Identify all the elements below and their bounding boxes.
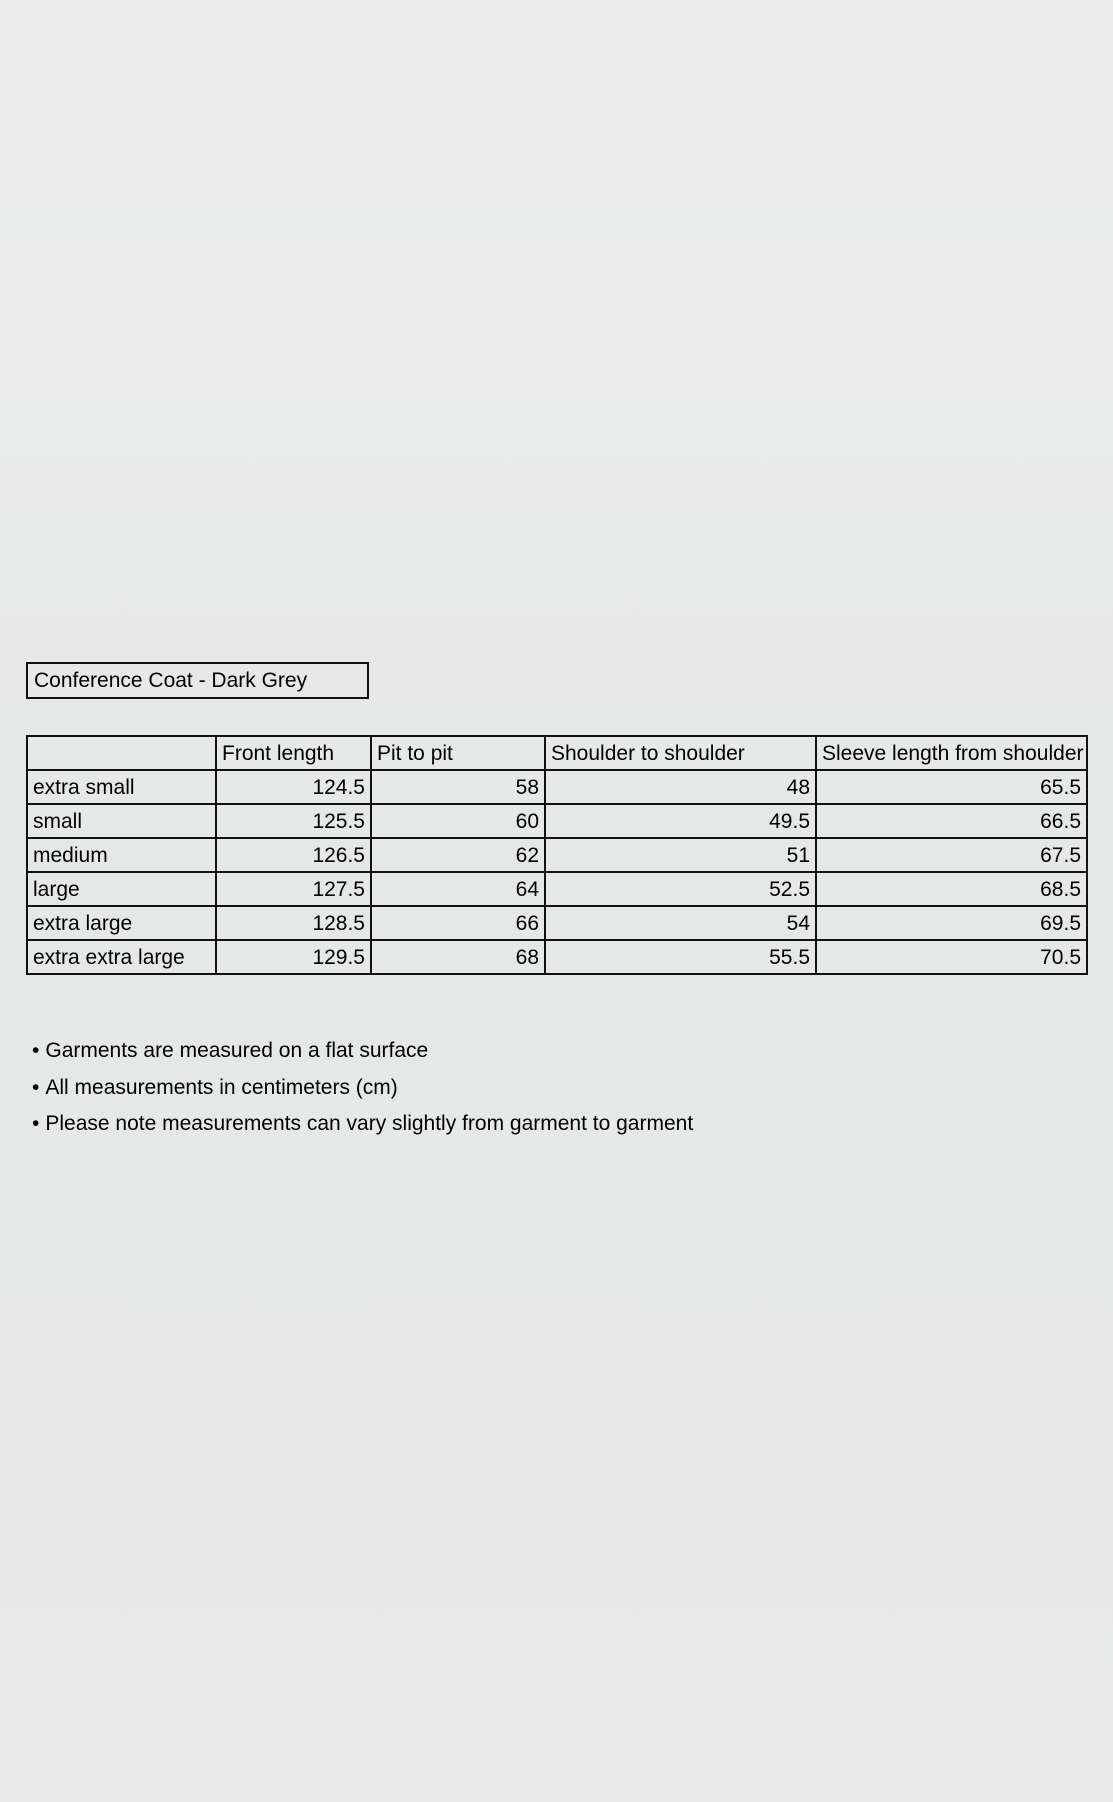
- note-text: Please note measurements can vary slightly from garment to garment: [45, 1112, 694, 1135]
- sleeve-cell: 65.5: [816, 770, 1087, 804]
- size-label-cell: small: [27, 804, 216, 838]
- table-row: [27, 940, 1087, 974]
- shoulder-cell: 55.5: [545, 940, 816, 974]
- front-length-cell: 126.5: [216, 838, 371, 872]
- header-cell-sleeve-length: Sleeve length from shoulder: [816, 736, 1087, 770]
- shoulder-cell: 52.5: [545, 872, 816, 906]
- list-item: [32, 1106, 693, 1143]
- header-cell-front-length: Front length: [216, 736, 371, 770]
- shoulder-cell: 48: [545, 770, 816, 804]
- sleeve-cell: 70.5: [816, 940, 1087, 974]
- size-label-cell: extra extra large: [27, 940, 216, 974]
- bullet-icon: •: [32, 1112, 40, 1135]
- shoulder-cell: 49.5: [545, 804, 816, 838]
- pit-to-pit-cell: 66: [371, 906, 545, 940]
- size-chart-table: [26, 735, 1088, 975]
- pit-to-pit-cell: 60: [371, 804, 545, 838]
- front-length-cell: 128.5: [216, 906, 371, 940]
- table-row: [27, 872, 1087, 906]
- bullet-icon: •: [32, 1039, 40, 1062]
- sleeve-cell: 66.5: [816, 804, 1087, 838]
- table-row: [27, 804, 1087, 838]
- sleeve-cell: 67.5: [816, 838, 1087, 872]
- table-row: [27, 770, 1087, 804]
- front-length-cell: 129.5: [216, 940, 371, 974]
- size-label-cell: extra large: [27, 906, 216, 940]
- shoulder-cell: 54: [545, 906, 816, 940]
- pit-to-pit-cell: 58: [371, 770, 545, 804]
- front-length-cell: 124.5: [216, 770, 371, 804]
- table-row: [27, 838, 1087, 872]
- front-length-cell: 125.5: [216, 804, 371, 838]
- note-text: Garments are measured on a flat surface: [45, 1039, 429, 1062]
- header-cell-size: [27, 736, 216, 770]
- sleeve-cell: 68.5: [816, 872, 1087, 906]
- bullet-icon: •: [32, 1075, 40, 1099]
- pit-to-pit-cell: 62: [371, 838, 545, 872]
- note-text: All measurements in centimeters (cm): [45, 1075, 398, 1099]
- table-row: [27, 906, 1087, 940]
- shoulder-cell: 51: [545, 838, 816, 872]
- pit-to-pit-cell: 64: [371, 872, 545, 906]
- header-cell-pit-to-pit: Pit to pit: [371, 736, 545, 770]
- list-item: [32, 1070, 693, 1107]
- sleeve-cell: 69.5: [816, 906, 1087, 940]
- table-header-row: [27, 736, 1087, 770]
- front-length-cell: 127.5: [216, 872, 371, 906]
- pit-to-pit-cell: 68: [371, 940, 545, 974]
- header-cell-shoulder-to-shoulder: Shoulder to shoulder: [545, 736, 816, 770]
- measurement-notes: [32, 1033, 693, 1143]
- list-item: [32, 1033, 693, 1070]
- size-label-cell: medium: [27, 838, 216, 872]
- product-title: Conference Coat - Dark Grey: [26, 662, 369, 699]
- size-label-cell: extra small: [27, 770, 216, 804]
- size-label-cell: large: [27, 872, 216, 906]
